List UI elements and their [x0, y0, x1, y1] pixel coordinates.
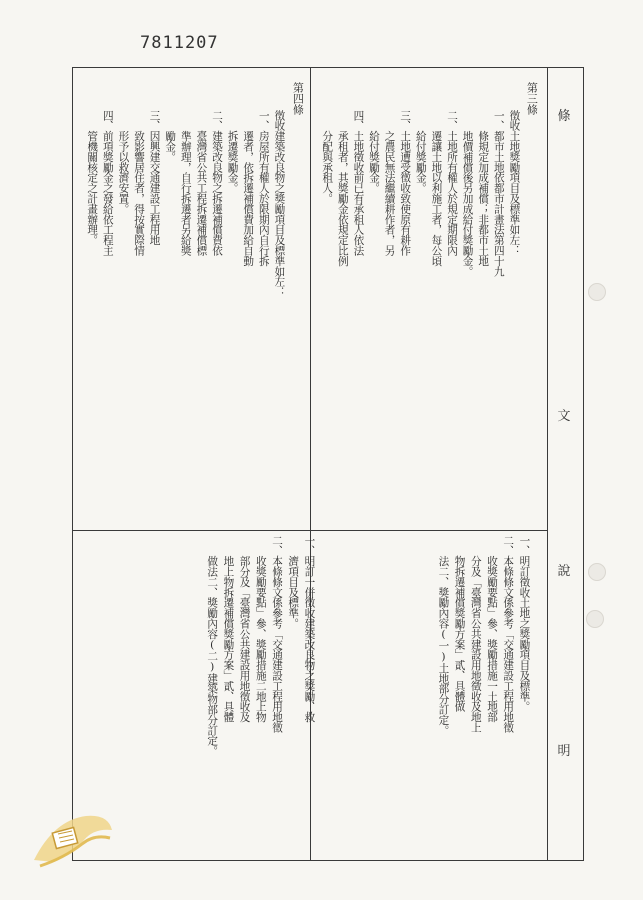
explanation-3-column: 收獎勵要點」參、獎勵措施一土地部 [486, 535, 498, 723]
document-number: 7811207 [140, 33, 219, 53]
article-3-column: 承租者，其獎勵金依規定比例 [336, 110, 349, 266]
article-4-body [80, 110, 285, 520]
article-4-heading: 第四條 [291, 82, 305, 115]
explanation-3-column: 分及「臺灣省公共建設用地徵收及地上 [469, 535, 482, 733]
article-4-column: 勵金。 [164, 110, 177, 162]
label-article-char-1: 條 [557, 109, 571, 124]
label-explanation-char-2: 明 [557, 744, 571, 759]
explanation-4-column: 收獎勵要點」參、獎勵措施二地上物 [254, 535, 267, 723]
explanation-4-column: 二、本條條文係參考「交通建設工程用地徵 [271, 535, 283, 733]
label-article-char-2: 文 [557, 409, 571, 424]
article-3-column: 條規定加成補償；非都市土地 [477, 110, 490, 266]
article-4-column: 徵收建築改良物之獎勵項目及標準如左： [273, 110, 286, 298]
explanation-4-column: 做法二、獎勵內容(二)建築物部分訂定。 [206, 535, 219, 757]
article-4-column: 四、前項獎勵金之發給依工程主 [101, 110, 114, 256]
article-4-column: 準辦理，自行拆遷者另給獎 [179, 110, 192, 256]
explanation-4-column: 地上物拆遷補償獎勵方案」貳、具體 [222, 535, 235, 723]
article-4-column: 拆遷獎勵金。 [226, 110, 239, 194]
explanation-4-body [185, 535, 315, 855]
punch-hole [588, 563, 606, 581]
article-3-column: 徵收土地獎勵項目及標準如左： [508, 110, 521, 256]
article-4-column: 臺灣省公共工程拆遷補償標 [195, 110, 208, 256]
article-3-column: 一、都市土地依都市計畫法第四十九 [492, 110, 505, 277]
article-3-column: 之農民無法繼續耕作者，另 [383, 110, 396, 256]
explanation-3-column: 二、本條條文係參考「交通建設工程用地徵 [502, 535, 515, 733]
archive-logo-icon [24, 800, 116, 878]
article-4-column: 二、建築改良物之拆遷補償費依 [211, 110, 223, 256]
article-3-column: 遷讓土地以利施工者，每公頃 [430, 110, 443, 266]
explanation-3-column: 物拆遷補償獎勵方案」貳、具體做 [453, 535, 466, 712]
article-4-column: 遷者，依拆遷補償費加給自動 [242, 110, 255, 266]
article-4-column: 一、房屋所有權人於限期內自行拆 [257, 110, 270, 266]
explanation-3-column: 一、明訂徵收土地之獎勵項目及標準。 [518, 535, 531, 712]
article-4-column: 致影響居住者，得按實際情 [133, 110, 145, 256]
article-divider-upper [310, 68, 311, 530]
explanation-3-column: 法二、獎勵內容(一)土地部分訂定。 [437, 535, 450, 736]
article-3-column: 分配與承租人。 [321, 110, 334, 204]
label-explanation-char-1: 說 [557, 564, 571, 579]
article-4-column: 管機關核定之計畫辦理。 [86, 110, 99, 246]
article-3-column: 二、土地所有權人於規定期限內 [446, 110, 458, 256]
explanation-4-column: 部分及「臺灣省公共建設用地徵收及 [238, 535, 251, 723]
article-3-column: 給付獎勵金。 [368, 110, 380, 194]
article-3-body [315, 110, 520, 520]
explanation-4-column: 一、明訂一併徵收建築改良物之獎勵、救 [303, 535, 316, 723]
article-4-column: 形予以救濟安置。 [117, 110, 130, 214]
explanation-3-body [430, 535, 530, 855]
punch-hole [588, 283, 606, 301]
explanation-4-column: 濟項目及標準。 [287, 535, 300, 629]
article-3-heading: 第三條 [525, 82, 539, 115]
article-4-column: 三、因興建交通建設工程用地 [148, 110, 161, 246]
article-3-column: 四、土地徵收前已有承租人依法 [352, 110, 365, 256]
article-3-column: 三、土地遭受徵收致使原有耕作 [399, 110, 412, 256]
article-3-column: 給付獎勵金。 [414, 110, 427, 194]
article-3-column: 地價補償後另加成給付獎勵金。 [461, 110, 474, 277]
punch-hole [586, 610, 604, 628]
